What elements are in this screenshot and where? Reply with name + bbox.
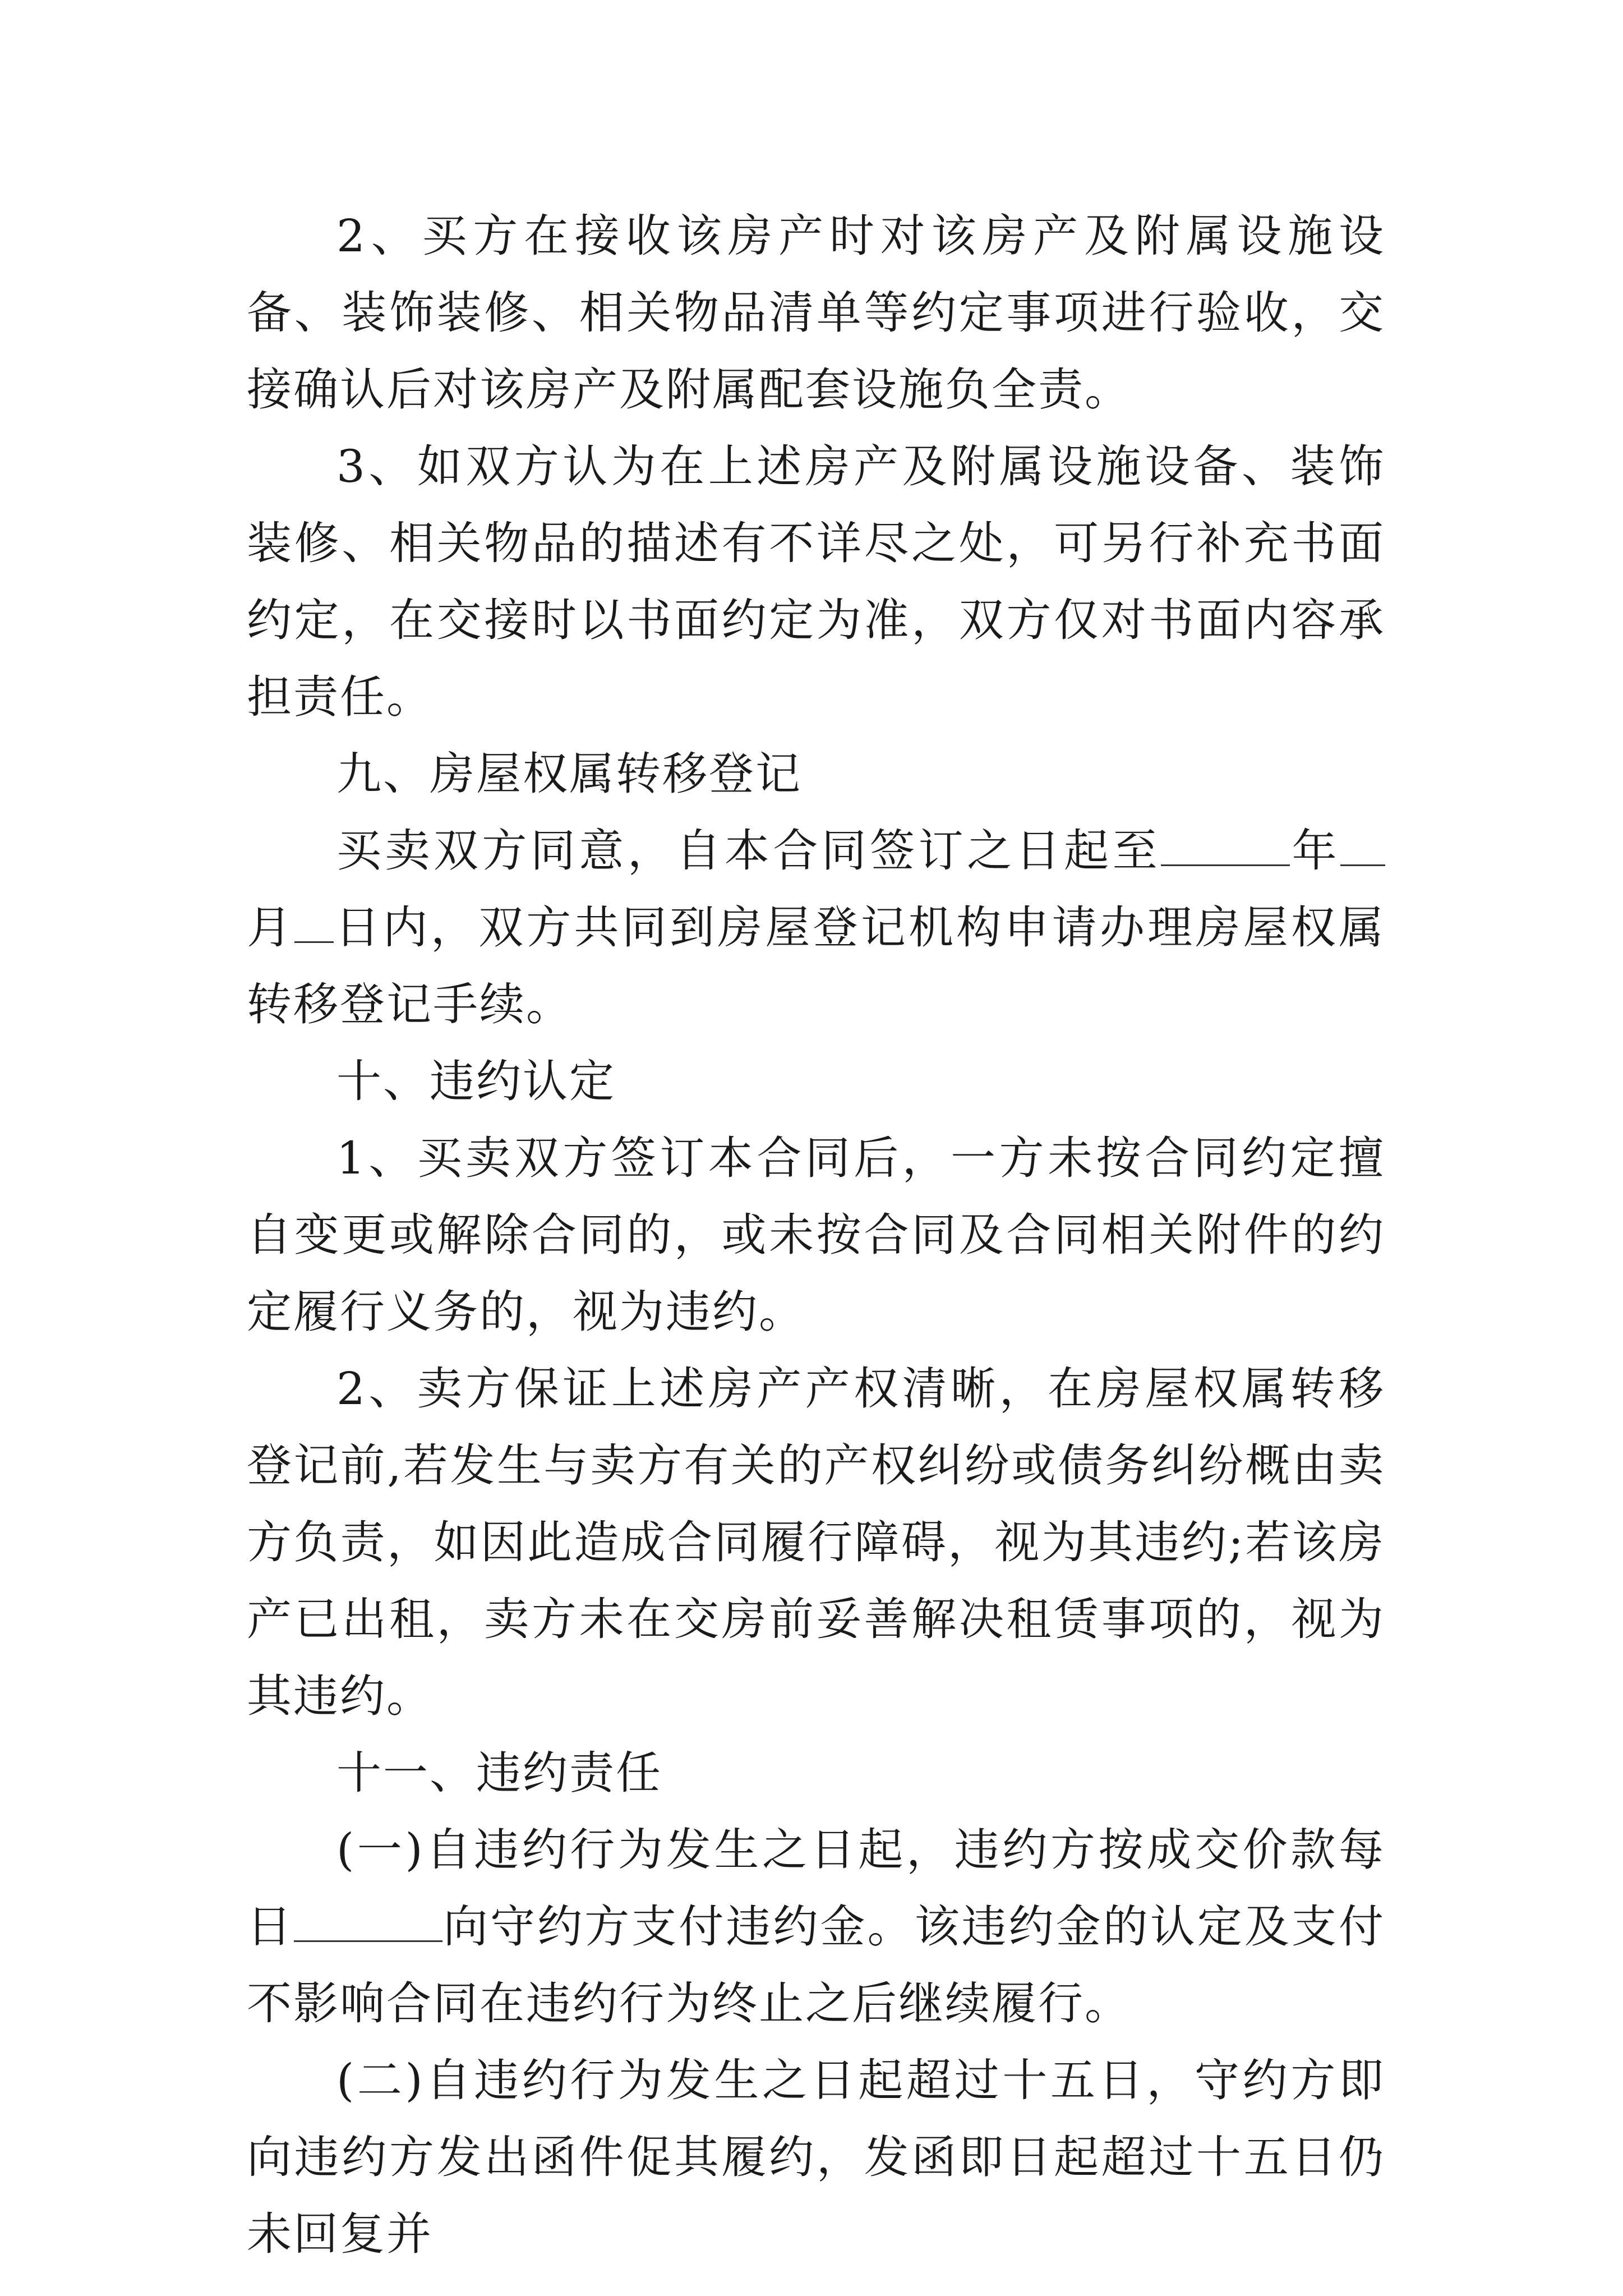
daily-rate-blank — [294, 1898, 442, 1942]
clause-10-2: 2、卖方保证上述房产产权清晰，在房屋权属转移登记前,若发生与卖方有关的产权纠纷或债务纠纷概由卖方负责，如因此造成合同履行障碍，视为其违约;若该房产已出租，卖方未在交房前妥善解决租赁事项的，视为其违约。 — [247, 1363, 1385, 1722]
clause-11-1-part-b: 向守约方支付违约金。该违约金的认定及支付不影响合同在违约行为终止之后继续履行。 — [247, 1901, 1386, 2030]
year-label: 年 — [1290, 825, 1341, 877]
clause-11-2: (二)自违约行为发生之日起超过十五日，守约方即向违约方发出函件促其履约，发函即日起超过十五日仍未回复并 — [247, 2054, 1385, 2260]
clause-11-1-part-a: (一)自违约行为发生之日起，违约方按成交价款每日 — [247, 1824, 1385, 1953]
month-blank — [1340, 822, 1385, 866]
clause-9-text-part-d: 日内，双方共同到房屋登记机构申请办理房屋权属转移登记手续。 — [247, 901, 1385, 1030]
clause-8-2: 2、买方在接收该房产时对该房产及附属设施设备、装饰装修、相关物品清单等约定事项进行验收，交接确认后对该房产及附属配套设施负全责。 — [247, 210, 1385, 416]
clause-9-text — [247, 812, 1385, 1043]
clause-10-1: 1、买卖双方签订本合同后，一方未按合同约定擅自变更或解除合同的，或未按合同及合同相关附件的约定履行义务的，视为违约。 — [247, 1132, 1385, 1338]
month-label: 月 — [247, 901, 295, 954]
year-blank — [1161, 822, 1290, 866]
day-blank — [294, 899, 334, 943]
section-11-heading: 十一、违约责任 — [336, 1747, 662, 1799]
clause-8-3: 3、如双方认为在上述房产及附属设施设备、装饰装修、相关物品的描述有不详尽之处，可另行补充书面约定，在交接时以书面约定为准，双方仅对书面内容承担责任。 — [247, 440, 1385, 723]
section-10-heading: 十、违约认定 — [336, 1055, 616, 1107]
contract-page — [247, 197, 1385, 2272]
clause-11-1 — [247, 1811, 1385, 2042]
section-9-heading: 九、房屋权属转移登记 — [336, 748, 802, 800]
clause-9-text-part-a: 买卖双方同意，自本合同签订之日起至 — [336, 825, 1161, 877]
